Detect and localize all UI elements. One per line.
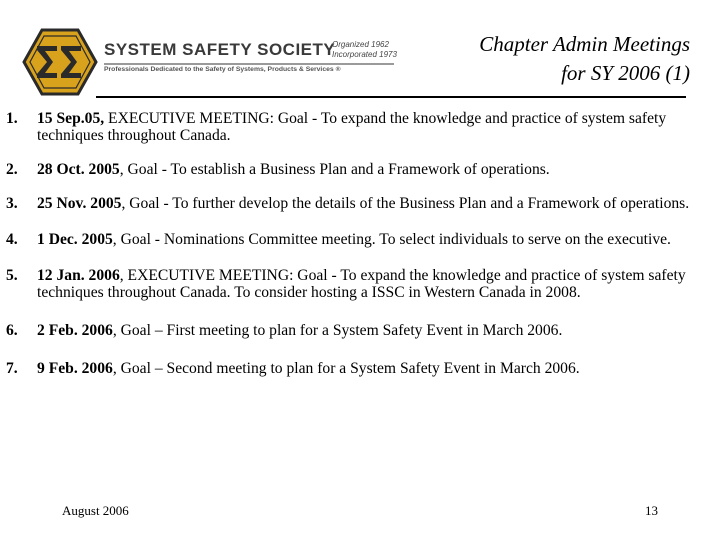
meeting-description: , Goal - To establish a Business Plan and a Framework of operations. (119, 161, 550, 178)
item-number: 7. (6, 360, 18, 377)
meeting-list (6, 110, 714, 377)
meeting-date: 9 Feb. 2006 (37, 360, 113, 377)
meeting-description: , EXECUTIVE MEETING: Goal - To expand the knowledge and practice of system safety techniques throughout Canada. To consider hosting a ISSC in Western Canada in 2008. (37, 267, 686, 301)
meeting-description: , Goal - To further develop the details of the Business Plan and a Framework of operations. (121, 195, 690, 212)
meeting-item (6, 267, 714, 301)
meeting-date: 1 Dec. 2005 (37, 231, 113, 248)
item-number: 4. (6, 231, 18, 248)
slide-title (390, 30, 690, 88)
registered-mark: ® (335, 66, 341, 73)
meeting-date: 28 Oct. 2005 (37, 161, 120, 178)
meeting-date: 15 Sep.05, (37, 110, 105, 127)
slide-title-line-1: Chapter Admin Meetings (479, 32, 690, 56)
org-name: SYSTEM SAFETY SOCIETY (104, 40, 336, 59)
org-tagline-text: Professionals Dedicated to the Safety of Systems, Products & Services (104, 66, 334, 73)
logo-divider (104, 63, 394, 65)
meeting-date: 2 Feb. 2006 (37, 322, 113, 339)
item-number: 2. (6, 161, 18, 178)
system-safety-society-logo (20, 28, 396, 96)
meeting-description: EXECUTIVE MEETING: Goal - To expand the knowledge and practice of system safety techniques throughout Canada. (37, 110, 667, 144)
meeting-item (6, 161, 714, 178)
meeting-item (6, 360, 714, 377)
item-number: 1. (6, 110, 18, 127)
item-number: 6. (6, 322, 18, 339)
title-underline (96, 96, 686, 98)
organized-year: Organized 1962 (332, 40, 389, 49)
meeting-description: , Goal – Second meeting to plan for a System Safety Event in March 2006. (112, 360, 580, 377)
meeting-item (6, 195, 714, 212)
org-tagline (104, 66, 341, 73)
meeting-description: , Goal - Nominations Committee meeting. To select individuals to serve on the executive. (112, 231, 671, 248)
footer-date: August 2006 (62, 503, 129, 518)
meeting-date: 25 Nov. 2005 (37, 195, 122, 212)
sigma-sigma-emblem-icon (20, 28, 100, 96)
meeting-item (6, 322, 714, 339)
incorporated-year: Incorporated 1973 (332, 50, 397, 59)
item-number: 3. (6, 195, 18, 212)
item-number: 5. (6, 267, 18, 284)
meeting-item (6, 231, 714, 248)
org-founding-info (332, 40, 397, 60)
meeting-description: , Goal – First meeting to plan for a System Safety Event in March 2006. (112, 322, 563, 339)
meeting-date: 12 Jan. 2006 (37, 267, 120, 284)
slide-title-line-2: for SY 2006 (1) (561, 61, 690, 85)
page-number: 13 (645, 503, 658, 518)
meeting-item (6, 110, 714, 144)
